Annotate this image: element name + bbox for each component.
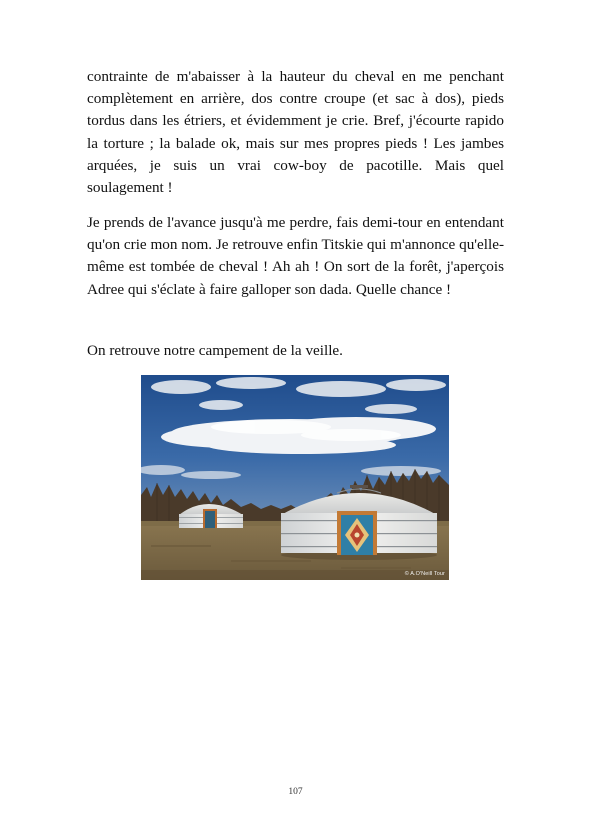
paragraph-horse-ride: contrainte de m'abaisser à la hauteur du cheval en me penchant complètement en arrière, dos contre croupe (et sac à dos), pieds tordus dans les étriers, et évidemment je crie. Bref, j'écourte rapido la torture ; la balade ok, mais sur mes propres pieds ! Les jambes arquées, je suis un vrai cow-boy de pacotille. Mais quel soulagement ! (87, 68, 504, 197)
yurt-camp-photo (141, 375, 449, 580)
paragraph-forest: Je prends de l'avance jusqu'à me perdre, fais demi-tour en entendant qu'on crie mon nom. Je retrouve enfin Titskie qui m'annonce qu'elle-même est tombée de cheval ! Ah ah ! On sort de la forêt, j'aperçois Adree qui s'éclate à faire galloper son dada. Quelle chance ! (87, 214, 504, 298)
paragraph-camp: On retrouve notre campement de la veille. (87, 342, 343, 359)
page-number: 107 (288, 787, 303, 797)
photo-credit: © A.O'Neill Tour (404, 571, 445, 577)
